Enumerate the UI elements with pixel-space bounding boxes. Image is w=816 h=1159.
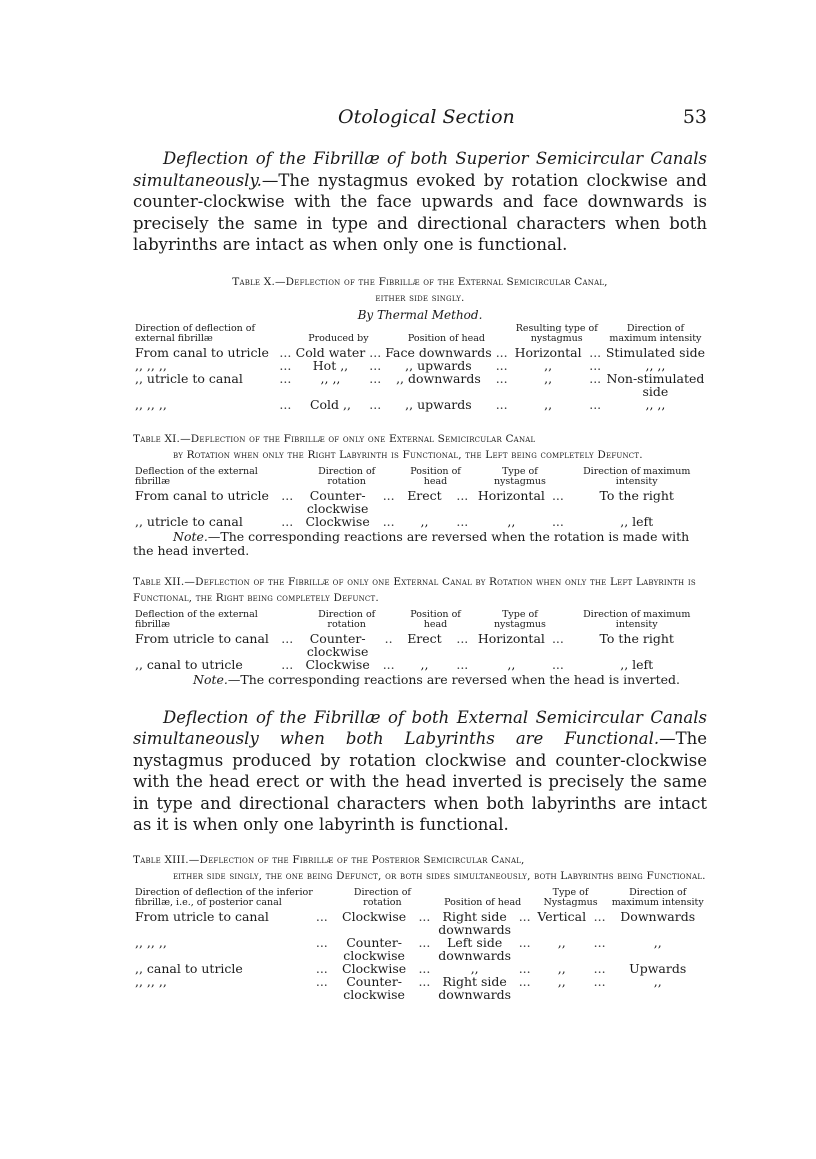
column-header: Type of Nystagmus bbox=[543, 886, 598, 908]
leader-dots: ... bbox=[551, 630, 564, 646]
table-cell: ,, ,, ,, bbox=[135, 934, 167, 950]
column-header: Direction of rotation bbox=[318, 608, 376, 630]
leader-dots: ... bbox=[369, 370, 382, 386]
leader-dots: ... bbox=[589, 357, 602, 373]
table-cell: Cold water bbox=[295, 344, 366, 360]
column-header: Deflection of the external fibrillæ bbox=[135, 608, 258, 630]
leader-dots: .. bbox=[384, 630, 393, 646]
table-cell: Counter-clockwise bbox=[343, 973, 405, 1002]
column-header: Deflection of the external fibrillæ bbox=[135, 465, 258, 487]
table-row bbox=[133, 398, 707, 411]
table-row bbox=[133, 962, 707, 975]
table-cell: ,, upwards bbox=[405, 396, 472, 412]
table-title: —Deflection of the Fibrillæ of the External Semicircular Canal, bbox=[274, 275, 608, 288]
leader-dots: ... bbox=[315, 960, 328, 976]
table-xi bbox=[133, 467, 707, 528]
leader-dots: ... bbox=[315, 908, 328, 924]
table-label: Table XII. bbox=[133, 575, 185, 588]
table-row bbox=[133, 372, 707, 398]
table-cell: ,, ,, bbox=[645, 396, 666, 412]
table-cell: Left side downwards bbox=[438, 934, 512, 963]
table-cell: Non-stimulated side bbox=[606, 370, 705, 399]
table-xiii bbox=[133, 888, 707, 1001]
table-xii-note bbox=[133, 673, 707, 687]
table-title-cont: either side singly, the one being Defunct, or both sides simultaneously, both Labyrinths being Functional. bbox=[173, 869, 706, 882]
paragraph-external-canals bbox=[133, 707, 707, 836]
table-title-cont: either side singly. bbox=[375, 291, 465, 304]
table-x-method: By Thermal Method. bbox=[357, 307, 483, 322]
note-text: —The corresponding reactions are reversed when the rotation is made with the head inverted. bbox=[133, 528, 690, 558]
table-cell: From canal to utricle bbox=[135, 344, 269, 360]
paragraph-text: —The nystagmus evoked by rotation clockwise and counter-clockwise with the face upwards and face downwards is precisely the same in type and directional characters when both labyrinths are intact as when only one is functional. bbox=[133, 170, 707, 254]
table-label: Table X. bbox=[232, 275, 275, 288]
table-cell: Stimulated side bbox=[605, 344, 705, 360]
column-header: Position of head bbox=[407, 332, 485, 344]
table-cell: To the right bbox=[599, 487, 674, 503]
column-header: Produced by bbox=[308, 332, 369, 344]
paragraph-text: —The nystagmus produced by rotation clockwise and counter-clockwise with the head erect or with the head inverted is precisely the same in type and directional characters when both labyrinths are intact as it is when only one labyrinth is functional. bbox=[133, 729, 707, 834]
column-header: Direction of maximum intensity bbox=[583, 608, 691, 630]
leader-dots: ... bbox=[281, 630, 294, 646]
leader-dots: ... bbox=[418, 934, 431, 950]
leader-dots: ... bbox=[279, 396, 292, 412]
table-row bbox=[133, 632, 707, 658]
column-header: Type of nystagmus bbox=[493, 465, 546, 487]
table-cell: Clockwise bbox=[342, 960, 407, 976]
leader-dots: ... bbox=[589, 344, 602, 360]
table-cell: From canal to utricle bbox=[135, 487, 269, 503]
leader-dots: ... bbox=[281, 513, 294, 529]
leader-dots: ... bbox=[495, 344, 508, 360]
table-cell: ,, ,, bbox=[645, 357, 666, 373]
leader-dots: ... bbox=[518, 908, 531, 924]
table-cell: ,, bbox=[420, 513, 429, 529]
leader-dots: ... bbox=[315, 934, 328, 950]
table-cell: Counter-clockwise bbox=[306, 487, 369, 516]
leader-dots: ... bbox=[382, 487, 395, 503]
leader-dots: ... bbox=[551, 487, 564, 503]
table-cell: Horizontal bbox=[477, 487, 545, 503]
table-x-caption bbox=[133, 274, 707, 306]
leader-dots: ... bbox=[418, 960, 431, 976]
leader-dots: ... bbox=[418, 908, 431, 924]
leader-dots: ... bbox=[593, 908, 606, 924]
leader-dots: ... bbox=[495, 396, 508, 412]
leader-dots: ... bbox=[369, 357, 382, 373]
table-cell: Downwards bbox=[620, 908, 696, 924]
table-cell: ,, ,, ,, bbox=[135, 396, 167, 412]
table-cell: ,, utricle to canal bbox=[135, 370, 243, 386]
leader-dots: ... bbox=[382, 513, 395, 529]
table-cell: Face downwards bbox=[385, 344, 492, 360]
leader-dots: ... bbox=[456, 630, 469, 646]
column-header: Type of nystagmus bbox=[493, 608, 546, 630]
table-row bbox=[133, 975, 707, 1001]
table-cell: To the right bbox=[599, 630, 674, 646]
table-cell: Clockwise bbox=[305, 656, 370, 672]
table-label: Table XIII. bbox=[133, 853, 189, 866]
table-cell: ,, upwards bbox=[405, 357, 472, 373]
table-cell: ,, canal to utricle bbox=[135, 960, 243, 976]
note-label: Note. bbox=[193, 671, 228, 687]
leader-dots: ... bbox=[281, 487, 294, 503]
leader-dots: ... bbox=[518, 960, 531, 976]
page-header bbox=[133, 100, 707, 136]
leader-dots: ... bbox=[279, 370, 292, 386]
leader-dots: ... bbox=[551, 656, 564, 672]
leader-dots: ... bbox=[456, 656, 469, 672]
table-cell: ,, canal to utricle bbox=[135, 656, 243, 672]
table-header-row bbox=[133, 610, 707, 632]
note-label: Note. bbox=[173, 528, 208, 544]
table-cell: ,, bbox=[507, 656, 516, 672]
table-cell: Counter-clockwise bbox=[306, 630, 369, 659]
column-header: Direction of maximum intensity bbox=[609, 322, 702, 344]
table-row bbox=[133, 359, 707, 372]
table-cell: Upwards bbox=[629, 960, 687, 976]
paragraph-heading: Deflection of the Fibrillæ of both External Semicircular Canals simultaneously when both Labyrinths are Functional. bbox=[133, 707, 707, 748]
running-title: Otological Section bbox=[338, 106, 515, 128]
table-cell: From utricle to canal bbox=[135, 630, 269, 646]
leader-dots: ... bbox=[589, 396, 602, 412]
table-header-row bbox=[133, 324, 707, 346]
table-xii-caption bbox=[133, 574, 707, 606]
table-row bbox=[133, 346, 707, 359]
column-header: Direction of rotation bbox=[353, 886, 411, 908]
table-cell: Erect bbox=[407, 630, 442, 646]
table-title: —Deflection of the Fibrillæ of the Posterior Semicircular Canal, bbox=[188, 853, 525, 866]
note-text: —The corresponding reactions are reversed when the head is inverted. bbox=[227, 671, 680, 687]
paragraph-heading: Deflection of the Fibrillæ of both Superior Semicircular Canals simultaneously. bbox=[133, 149, 707, 190]
leader-dots: ... bbox=[551, 513, 564, 529]
leader-dots: ... bbox=[279, 344, 292, 360]
column-header: Position of head bbox=[410, 608, 461, 630]
table-cell: Right side downwards bbox=[438, 908, 512, 937]
table-cell: Clockwise bbox=[342, 908, 407, 924]
table-cell: ,, bbox=[557, 934, 566, 950]
table-row bbox=[133, 658, 707, 671]
table-header-row bbox=[133, 467, 707, 489]
column-header: Position of head bbox=[410, 465, 461, 487]
column-header: Direction of rotation bbox=[318, 465, 376, 487]
leader-dots: ... bbox=[382, 656, 395, 672]
leader-dots: ... bbox=[315, 973, 328, 989]
table-x bbox=[133, 324, 707, 411]
leader-dots: ... bbox=[589, 370, 602, 386]
column-header: Direction of maximum intensity bbox=[611, 886, 704, 908]
leader-dots: ... bbox=[418, 973, 431, 989]
table-cell: ,, bbox=[653, 973, 662, 989]
table-cell: ,, ,, bbox=[320, 370, 341, 386]
table-header-row bbox=[133, 888, 707, 910]
table-cell: ,, left bbox=[620, 656, 654, 672]
table-cell: ,, bbox=[544, 396, 553, 412]
column-header: Direction of maximum intensity bbox=[583, 465, 691, 487]
table-cell: ,, bbox=[420, 656, 429, 672]
table-row bbox=[133, 910, 707, 936]
leader-dots: ... bbox=[593, 973, 606, 989]
table-xii bbox=[133, 610, 707, 671]
table-cell: Clockwise bbox=[305, 513, 370, 529]
table-cell: From utricle to canal bbox=[135, 908, 269, 924]
table-xi-note bbox=[133, 530, 707, 558]
table-cell: ,, bbox=[557, 973, 566, 989]
table-cell: Cold ,, bbox=[309, 396, 351, 412]
table-cell: ,, bbox=[470, 960, 479, 976]
table-title: —Deflection of the Fibrillæ of only one External Canal by Rotation when only the Left Labyrinth is Functional, the Right being completely Defunct. bbox=[133, 575, 696, 604]
leader-dots: ... bbox=[593, 960, 606, 976]
table-title: —Deflection of the Fibrillæ of only one External Semicircular Canal bbox=[180, 432, 536, 445]
table-xiii-caption bbox=[133, 852, 707, 884]
leader-dots: ... bbox=[281, 656, 294, 672]
leader-dots: ... bbox=[518, 934, 531, 950]
table-row bbox=[133, 936, 707, 962]
leader-dots: ... bbox=[279, 357, 292, 373]
column-header: Resulting type of nystagmus bbox=[515, 322, 598, 344]
leader-dots: ... bbox=[456, 487, 469, 503]
page-number: 53 bbox=[682, 106, 707, 128]
table-cell: ,, bbox=[653, 934, 662, 950]
table-title-cont: by Rotation when only the Right Labyrinth is Functional, the Left being completely Defunct. bbox=[173, 448, 643, 461]
column-header: Position of head bbox=[444, 896, 522, 908]
paragraph-superior-canals bbox=[133, 148, 707, 256]
leader-dots: ... bbox=[456, 513, 469, 529]
table-cell: Counter-clockwise bbox=[343, 934, 405, 963]
table-cell: Vertical bbox=[537, 908, 587, 924]
table-cell: ,, bbox=[557, 960, 566, 976]
table-cell: ,, downwards bbox=[396, 370, 481, 386]
leader-dots: ... bbox=[369, 344, 382, 360]
table-cell: ,, bbox=[544, 357, 553, 373]
table-cell: ,, ,, ,, bbox=[135, 973, 167, 989]
table-label: Table XI. bbox=[133, 432, 181, 445]
table-cell: Horizontal bbox=[477, 630, 545, 646]
table-cell: Horizontal bbox=[514, 344, 582, 360]
table-cell: ,, left bbox=[620, 513, 654, 529]
leader-dots: ... bbox=[369, 396, 382, 412]
table-cell: Hot ,, bbox=[312, 357, 349, 373]
table-cell: ,, bbox=[507, 513, 516, 529]
table-cell: ,, ,, ,, bbox=[135, 357, 167, 373]
leader-dots: ... bbox=[495, 357, 508, 373]
column-header: Direction of deflection of external fibrillæ bbox=[135, 322, 256, 344]
table-cell: Right side downwards bbox=[438, 973, 512, 1002]
table-cell: ,, utricle to canal bbox=[135, 513, 243, 529]
table-cell: Erect bbox=[407, 487, 442, 503]
page bbox=[133, 100, 707, 1001]
table-xi-caption bbox=[133, 431, 707, 463]
table-row bbox=[133, 489, 707, 515]
column-header: Direction of deflection of the inferior fibrillæ, i.e., of posterior canal bbox=[135, 886, 313, 908]
leader-dots: ... bbox=[518, 973, 531, 989]
leader-dots: ... bbox=[593, 934, 606, 950]
table-cell: ,, bbox=[544, 370, 553, 386]
leader-dots: ... bbox=[495, 370, 508, 386]
table-row bbox=[133, 515, 707, 528]
